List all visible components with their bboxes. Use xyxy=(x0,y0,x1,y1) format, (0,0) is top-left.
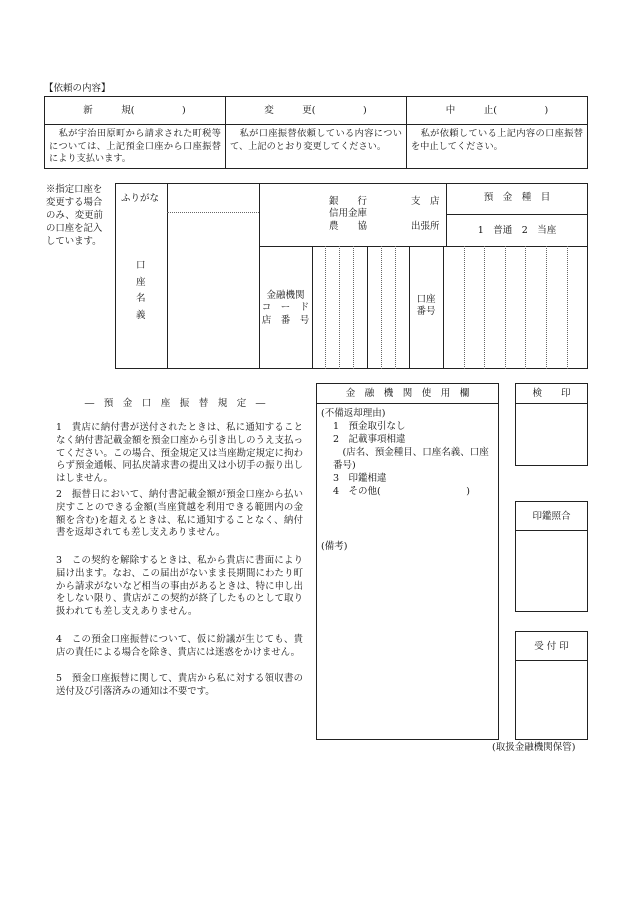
rule-item: 5 預金口座振替に関して、貴店から私に対する領収書の送付及び引落済みの通知は不要です。 xyxy=(56,673,303,697)
bank-use-header: 金 融 機 関 使 用 欄 xyxy=(345,388,470,399)
deposit-type-header: 預 金 種 目 xyxy=(483,192,551,203)
inspection-stamp-label: 検 印 xyxy=(532,388,571,399)
bank-type-label: 銀 行 信用金庫 農 協 xyxy=(329,196,368,232)
account-number-field[interactable] xyxy=(444,247,587,368)
account-number-label: 口座 番号 xyxy=(416,294,436,318)
change-description: 私が口座振替依頼している内容について、上記のとおり変更してください。 xyxy=(230,128,402,152)
bank-code-label: 金融機関 コ ー ド 店 番 号 xyxy=(261,290,310,326)
remarks-label: (備考) xyxy=(321,541,348,552)
seal-check-label: 印鑑照合 xyxy=(532,511,571,522)
reason-item: 4 その他( ) xyxy=(333,486,470,497)
reason-item: 2 記載事項相違 xyxy=(333,434,406,445)
change-option[interactable]: 変 更( ) xyxy=(264,105,367,116)
footer-note: (取扱金融機関保管) xyxy=(492,742,576,753)
return-reason-title: (不備返却理由) xyxy=(321,408,386,419)
account-holder-label: 口 座 名 義 xyxy=(136,260,146,321)
account-holder-field[interactable] xyxy=(168,214,258,368)
cancel-description: 私が依頼している上記内容の口座振替を中止してください。 xyxy=(411,128,583,152)
rules-title: ― 預 金 口 座 振 替 規 定 ― xyxy=(84,398,266,409)
reason-item: (店名、預金種目、口座名義、口座番号) xyxy=(333,447,489,471)
rule-item: 4 この預金口座振替について、仮に紛議が生じても、貴店の責任による場合を除き、貴店には迷惑をかけません。 xyxy=(56,634,303,658)
reason-item: 3 印鑑相違 xyxy=(333,473,387,484)
cancel-option[interactable]: 中 止( ) xyxy=(445,105,549,116)
furigana-label: ふりがな xyxy=(121,193,160,204)
rule-item: 1 貴店に納付書が送付されたときは、私に通知することなく納付書記載金額を預金口座から引き出しのうえ支払ってください。この場合、預金規定又は当座勘定規定に拘わらず預金通帳、同払戻請求書の提出又は小切手の振り出しはしません。 xyxy=(56,422,303,485)
deposit-type-options[interactable]: 1 普通 2 当座 xyxy=(477,225,557,236)
rule-item: 3 この契約を解除するときは、私から貴店に書面により届け出ます。なお、この届出がないまま長期間にわたり町から請求がないなど相当の事由があるときは、特に申し出をしない限り、貴店がこの契約が終了したものとして取り扱われても差し支えありません。 xyxy=(56,555,303,618)
new-description: 私が宇治田原町から請求された町税等については、上記預金口座から口座振替により支払います。 xyxy=(49,128,221,165)
rule-item: 2 振替日において、納付書記載金額が預金口座から払い戻すことのできる金額(当座貸越を利用できる範囲内の金額を含む)を超えるときは、私に通知することなく、納付書を返却されても差し支えありません。 xyxy=(56,489,303,539)
furigana-field[interactable] xyxy=(168,184,258,211)
request-section-label: 【依頼の内容】 xyxy=(44,83,111,94)
branch-type-label: 支 店 出張所 xyxy=(411,196,440,232)
bank-code-field[interactable] xyxy=(313,247,408,368)
reason-item: 1 預金取引なし xyxy=(333,421,406,432)
account-change-note: ※指定口座を変更する場合のみ、変更前の口座を記入しています。 xyxy=(46,184,103,247)
new-option[interactable]: 新 規( ) xyxy=(83,105,186,116)
receipt-stamp-label: 受 付 印 xyxy=(534,641,569,652)
